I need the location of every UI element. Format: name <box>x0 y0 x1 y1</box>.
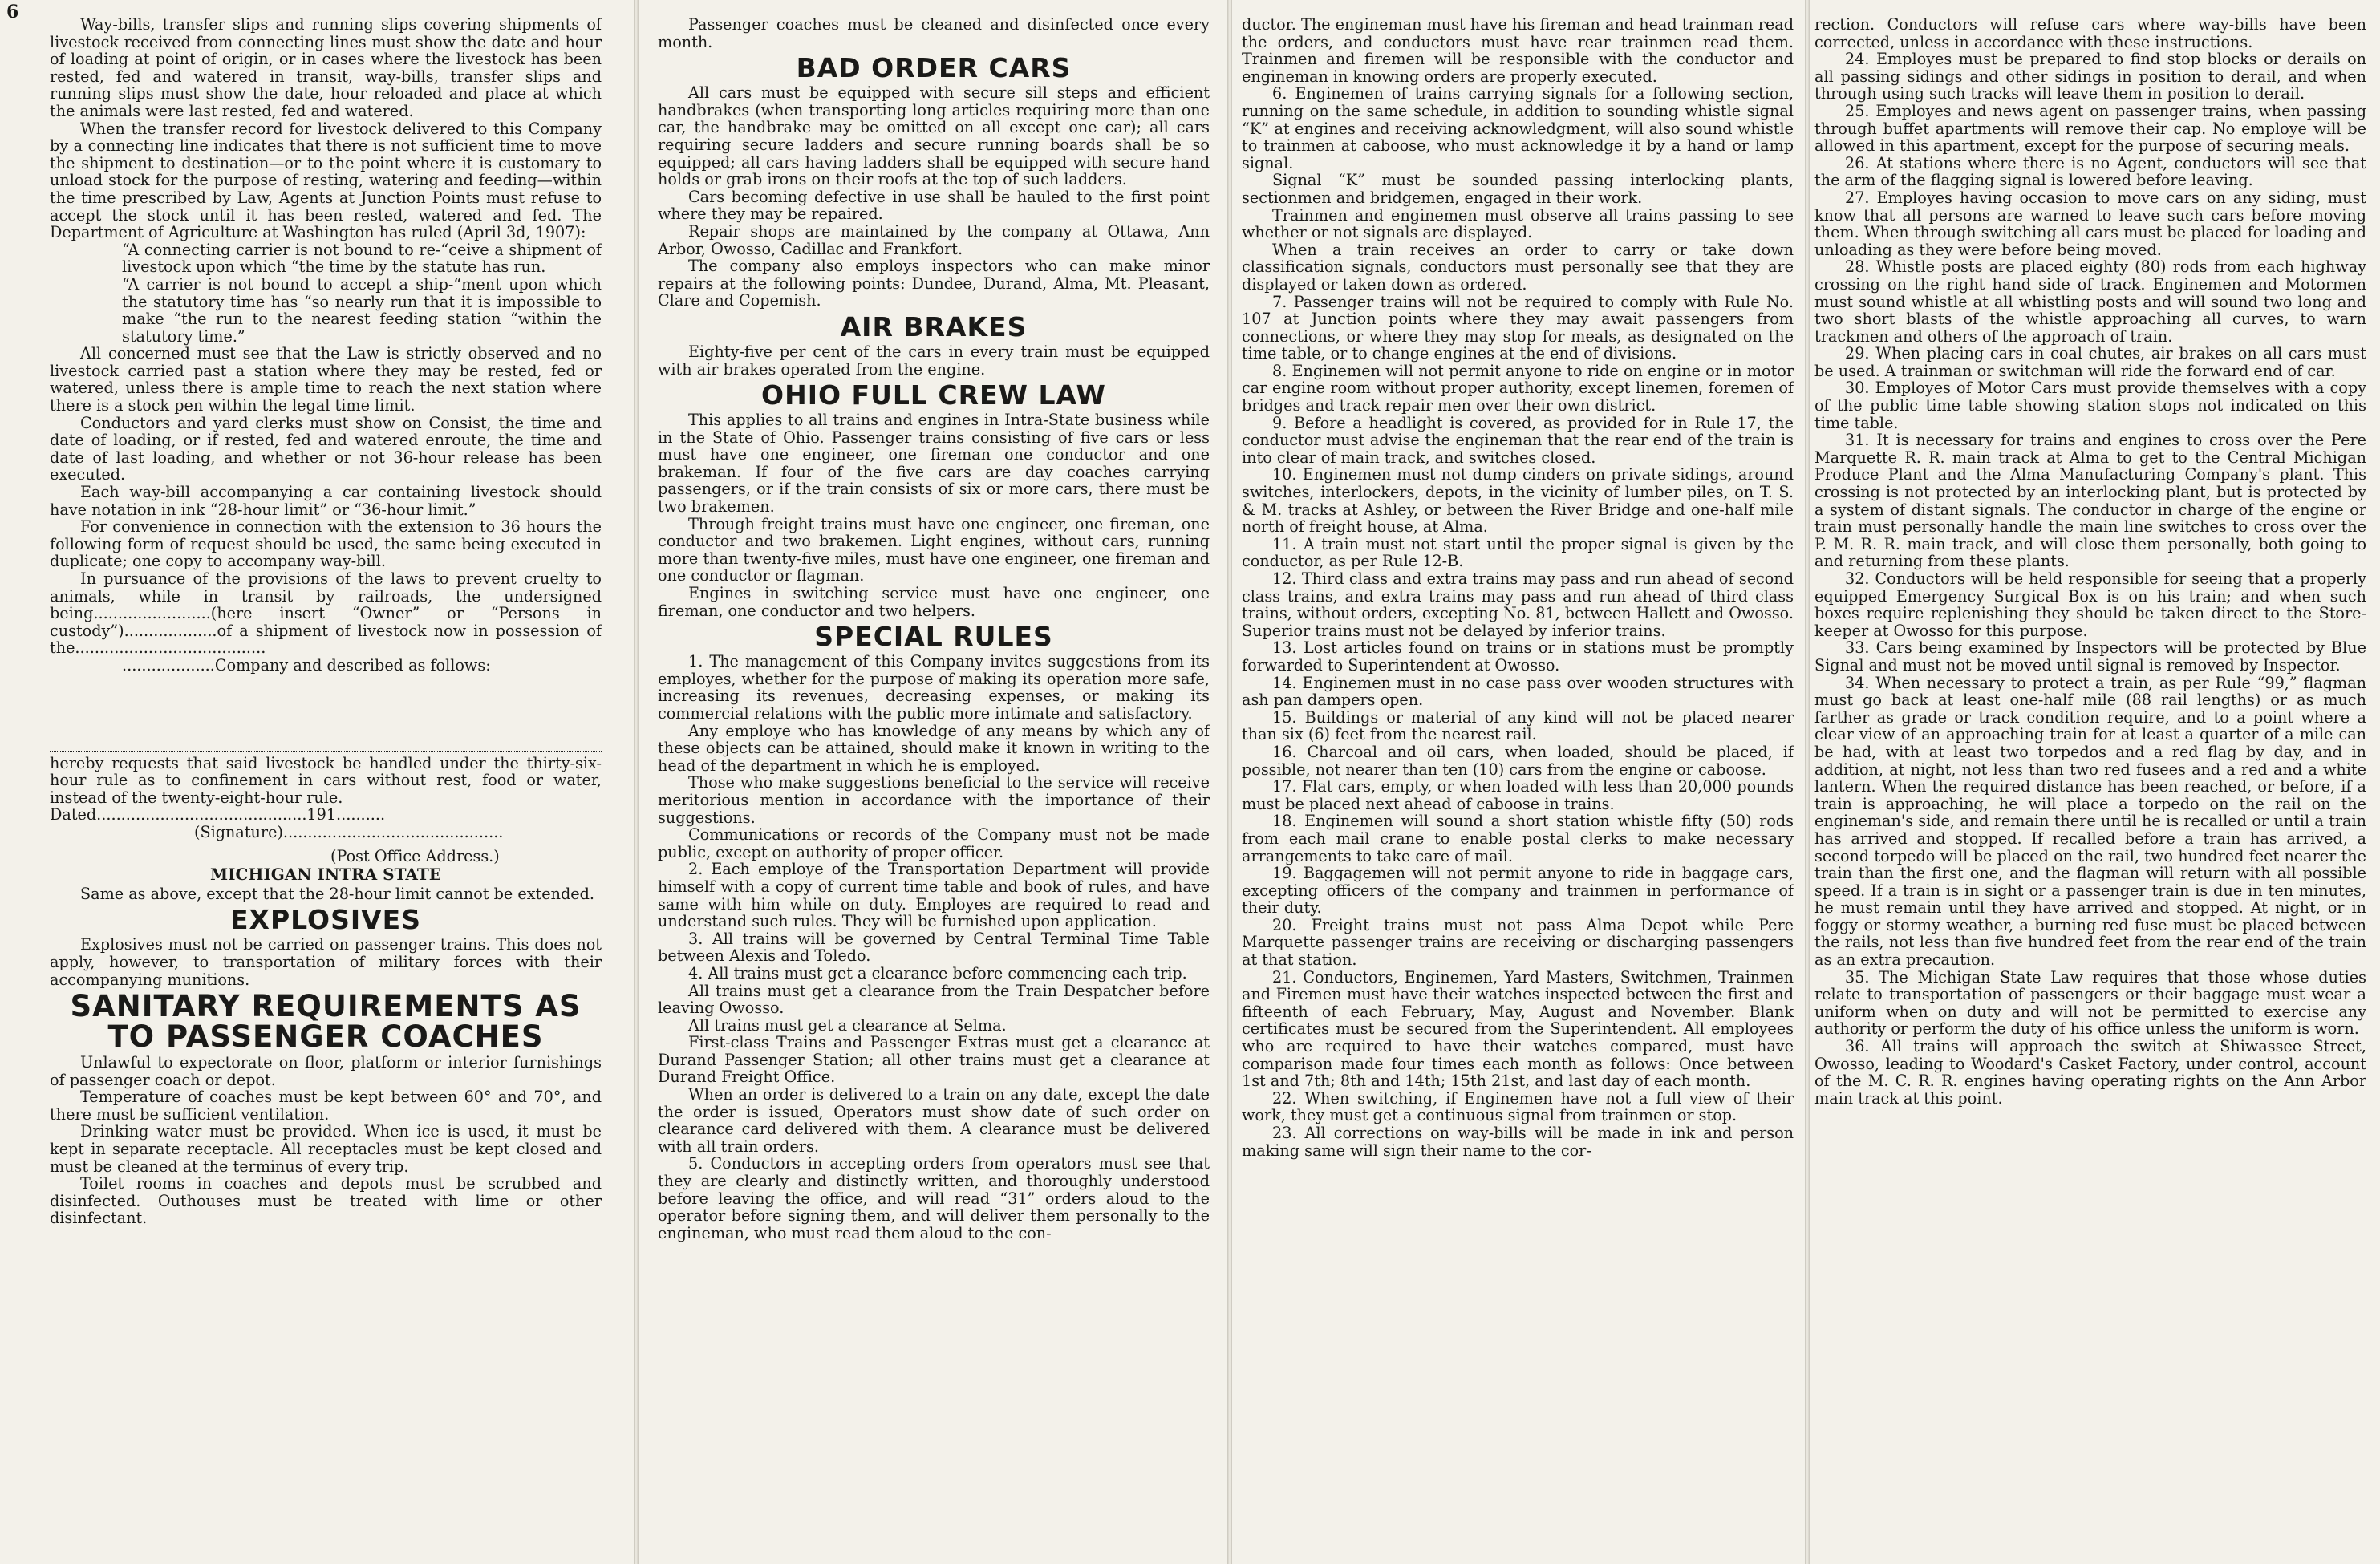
paragraph: Signal “K” must be sounded passing interlocking plants, sectionmen and bridgemen, engaged in their work. <box>1242 171 1794 207</box>
page-fold <box>1805 0 1810 1564</box>
paragraph: Each way-bill accompanying a car containing livestock should have notation in ink “28-hour limit” or “36-hour limit.” <box>50 483 602 519</box>
section-heading: OHIO FULL CREW LAW <box>761 379 1106 411</box>
section-heading: EXPLOSIVES <box>230 904 421 936</box>
paragraph: 30. Employes of Motor Cars must provide themselves with a copy of the public time table showing station stops not indicated on this time table. <box>1814 379 2366 432</box>
paragraph: 36. All trains will approach the switch at Shiwassee Street, Owosso, leading to Woodard's Casket Factory, under control, account of the M. C. R. R. engines having operating rights on the Ann Arbor main track at this point. <box>1814 1037 2366 1108</box>
paragraph: 1. The management of this Company invites suggestions from its employes, whether for the purpose of making its operation more safe, increasing its revenues, decreasing expenses, or making its commercial relations with the public more intimate and satisfactory. <box>658 652 1210 723</box>
paragraph: When a train receives an order to carry or take down classification signals, conductors must personally see that they are displayed or taken down as ordered. <box>1242 240 1794 294</box>
paragraph: 16. Charcoal and oil cars, when loaded, should be placed, if possible, not nearer than ten (10) cars from the engine or caboose. <box>1242 742 1794 779</box>
paragraph: 27. Employes having occasion to move cars on any siding, must know that all persons are warned to leave such cars before moving them. When through switching all cars must be placed for loading and unloading as they were before being moved. <box>1814 188 2366 259</box>
section-heading: BAD ORDER CARS <box>796 52 1072 84</box>
paragraph: 17. Flat cars, empty, or when loaded with less than 20,000 pounds must be placed next ahead of caboose in trains. <box>1242 777 1794 813</box>
paragraph: 35. The Michigan State Law requires that those whose duties relate to transportation of passengers or their baggage must wear a uniform when on duty and will not be permitted to exercise any authority or perform the duty of his office unless the uniform is worn. <box>1814 967 2366 1039</box>
paragraph: 18. Enginemen will sound a short station whistle fifty (50) rods from each mail crane to enable postal clerks to make necessary arrangements to take care of mail. <box>1242 812 1794 865</box>
quotation: “A carrier is not bound to accept a ship-“ment upon which the statutory time has “so nearly run that it is impossible to make “the run to the nearest feeding station “within the statutory time.” <box>122 274 602 346</box>
section-heading: SANITARY REQUIREMENTS AS TO PASSENGER COACHES <box>70 989 582 1055</box>
paragraph: 3. All trains will be governed by Central Terminal Time Table between Alexis and Toledo. <box>658 929 1210 966</box>
paragraph: 12. Third class and extra trains may pass and run ahead of second class trains, and extra trains may pass and run ahead of third class trains, without orders, excepting No. 81, between Hallett and Owosso. Superior trains must not be delayed by inferior trains. <box>1242 569 1794 640</box>
column-2 <box>658 16 1210 1564</box>
column-4 <box>1814 16 2366 1564</box>
blank-line <box>50 715 602 731</box>
paragraph: 34. When necessary to protect a train, as per Rule “99,” flagman must go back at least one-half mile (88 rail lengths) or as much farther as grade or track condition require, and to a point where a clear view of an approaching train for at least a quarter of a mile can be had, with at least two torpedos and a red flag by day, and in addition, at night, not less than two red fusees and a red and a white lantern. When the required distance has been reached, or before, if a train is approaching, he will place a torpedo on the rail on the engineman's side, and remain there until he is recalled or until a train has arrived and stopped. If recalled before a train has arrived, a second torpedo will be placed on the rail, two hundred feet nearer the train than the first one, and the flagman will return with all possible speed. If a train is in sight or a passenger train is due in ten minutes, he must remain until they have arrived and stopped. At night, or in foggy or stormy weather, a burning red fuse must be placed between the rails, not less than five hundred feet from the rear end of the train as an extra precaution. <box>1814 673 2366 970</box>
paragraph: Cars becoming defective in use shall be hauled to the first point where they may be repaired. <box>658 187 1210 224</box>
paragraph: The company also employs inspectors who can make minor repairs at the following points: Dundee, Durand, Alma, Mt. Pleasant, Clare and Copemish. <box>658 257 1210 310</box>
paragraph: 28. Whistle posts are placed eighty (80) rods from each highway crossing on the right hand side of track. Enginemen and Motormen must sound whistle at all whistling posts and will sound two long and two short blasts of the whistle approaching all curves, to warn trackmen and others of the approach of train. <box>1814 257 2366 346</box>
paragraph: Engines in switching service must have one engineer, one fireman, one conductor and two helpers. <box>658 584 1210 620</box>
paragraph: Any employe who has knowledge of any means by which any of these objects can be attained, should make it known in writing to the head of the department in which he is employed. <box>658 721 1210 775</box>
paragraph: 6. Enginemen of trains carrying signals for a following section, running on the same schedule, in addition to sounding whistle signal “K” at engines and receiving acknowledgment, will also sound whistle to trainmen at caboose, who must acknowledge it by a hand or lamp signal. <box>1242 84 1794 172</box>
paragraph: rection. Conductors will refuse cars where way-bills have been corrected, unless in accordance with these instructions. <box>1814 16 2366 51</box>
paragraph: This applies to all trains and engines in Intra-State business while in the State of Ohio. Passenger trains consisting of five cars or less must have one engineer, one fireman one conductor and one brakeman. If four of the five cars are day coaches carrying passengers, or if the train consists of six or more cars, there must be two brakemen. <box>658 411 1210 517</box>
request-form-text: ...................Company and described as follows: <box>122 655 491 675</box>
paragraph: 29. When placing cars in coal chutes, air brakes on all cars must be used. A trainman or switchman will ride the forward end of car. <box>1814 344 2366 380</box>
paragraph: First-class Trains and Passenger Extras must get a clearance at Durand Passenger Station; all other trains must get a clearance at Durand Freight Office. <box>658 1033 1210 1087</box>
paragraph: 2. Each employe of the Transportation Department will provide himself with a copy of current time table and book of rules, and have same with him while on duty. Employes are required to read and understand such rules. They will be furnished upon application. <box>658 860 1210 931</box>
paragraph: Trainmen and enginemen must observe all trains passing to see whether or not signals are displayed. <box>1242 205 1794 242</box>
paragraph: Conductors and yard clerks must show on Consist, the time and date of loading, or if rested, fed and watered enroute, the time and date of last loading, and whether or not 36-hour release has been executed. <box>50 413 602 484</box>
page-number: 6 <box>6 2 19 22</box>
signature-line: (Signature)............................................. <box>194 822 504 841</box>
paragraph: Repair shops are maintained by the company at Ottawa, Ann Arbor, Owosso, Cadillac and Frankfort. <box>658 221 1210 258</box>
paragraph: 10. Enginemen must not dump cinders on private sidings, around switches, interlockers, depots, in the vicinity of lumber piles, on T. S. & M. tracks at Ashley, or between the River Bridge and one-half mile north of freight house, at Alma. <box>1242 465 1794 537</box>
column-1 <box>50 16 602 1564</box>
paragraph: 25. Employes and news agent on passenger trains, when passing through buffet apartments will remove their cap. No employe will be allowed in this apartment, except for the purpose of securing meals. <box>1814 101 2366 156</box>
paragraph: 13. Lost articles found on trains or in stations must be promptly forwarded to Superintendent at Owosso. <box>1242 638 1794 675</box>
paragraph: Unlawful to expectorate on floor, platform or interior furnishings of passenger coach or depot. <box>50 1053 602 1089</box>
paragraph: 21. Conductors, Enginemen, Yard Masters, Switchmen, Trainmen and Firemen must have their watches inspected between the first and fifteenth of each February, May, August and November. Blank certificates must be secured from the Superintendent. All employees who are required to have their watches compared, must have comparison made four times each month as follows: Once between 1st and 7th; 8th and 14th; 15th 21st, and last day of each month. <box>1242 967 1794 1091</box>
paragraph: When the transfer record for livestock delivered to this Company by a connecting line indicates that there is not sufficient time to move the shipment to destination—or to the point where it is customary to unload stock for the purpose of resting, watering and feeding—within the time prescribed by Law, Agents at Junction Points must refuse to accept the stock until it has been rested, watered and fed. The Department of Agriculture at Washington has ruled (April 3d, 1907): <box>50 119 602 242</box>
blank-line <box>50 695 602 711</box>
paragraph: Through freight trains must have one engineer, one fireman, one conductor and two brakemen. Light engines, without cars, running more than twenty-five miles, must have one engineer, one fireman and one conductor or flagman. <box>658 514 1210 585</box>
section-heading: SPECIAL RULES <box>814 621 1053 653</box>
paragraph: 9. Before a headlight is covered, as provided for in Rule 17, the conductor must advise the engineman that the rear end of the train is into clear of main track, and switches closed. <box>1242 413 1794 467</box>
section-heading: AIR BRAKES <box>840 310 1028 342</box>
blank-line <box>50 675 602 691</box>
paragraph: Those who make suggestions beneficial to the service will receive meritorious mention in accordance with the importance of their suggestions. <box>658 773 1210 827</box>
paragraph: All trains must get a clearance from the Train Despatcher before leaving Owosso. <box>658 981 1210 1018</box>
post-office-line: (Post Office Address.) <box>330 846 500 865</box>
paragraph: 22. When switching, if Enginemen have not a full view of their work, they must get a continuous signal from trainmen or stop. <box>1242 1088 1794 1125</box>
paragraph: ductor. The engineman must have his fireman and head trainman read the orders, and conductors must have rear trainmen read them. Trainmen and firemen will be responsible with the conductor and engineman in knowing orders are properly executed. <box>1242 16 1794 86</box>
paragraph: 31. It is necessary for trains and engines to cross over the Pere Marquette R. R. main track at Alma to get to the Central Michigan Produce Plant and the Alma Manufacturing Company's plant. This crossing is not protected by an interlocking plant, but is protected by a system of distant signals. The conductor in charge of the engine or train must personally handle the main line switches to cross over the P. M. R. R. main track, and will close them personally, both going to and returning from these plants. <box>1814 431 2366 571</box>
paragraph: For convenience in connection with the extension to 36 hours the following form of request should be used, the same being executed in duplicate; one copy to accompany way-bill. <box>50 517 602 571</box>
dated-line: Dated...........................................191.......... <box>50 805 386 825</box>
quotation: “A connecting carrier is not bound to re-“ceive a shipment of livestock upon which “the time by the statute has run. <box>122 240 602 277</box>
paragraph: All cars must be equipped with secure sill steps and efficient handbrakes (when transporting long articles requiring more than one car, the handbrake may be omitted on all except one car); all cars requiring secure ladders and secure running boards shall be so equipped; all cars having ladders shall be equipped with secure hand holds or grab irons on their roofs at the top of such ladders. <box>658 83 1210 189</box>
paragraph: 20. Freight trains must not pass Alma Depot while Pere Marquette passenger trains are receiving or discharging passengers at that station. <box>1242 915 1794 970</box>
paragraph: 5. Conductors in accepting orders from operators must see that they are clearly and distinctly written, and thoroughly understood before leaving the office, and will read “31” orders aloud to the operator before signing them, and will deliver them personally to the engineman, who must read them aloud to the con- <box>658 1154 1210 1242</box>
paragraph: 24. Employes must be prepared to find stop blocks or derails on all passing sidings and other sidings in position to derail, and when through using such tracks will leave them in position to derail. <box>1814 50 2366 103</box>
request-form-text: hereby requests that said livestock be handled under the thirty-six-hour rule as to confinement in cars without rest, food or water, instead of the twenty-eight-hour rule. <box>50 753 602 807</box>
paragraph: Drinking water must be provided. When ice is used, it must be kept in separate receptacle. All receptacles must be kept closed and must be cleaned at the terminus of every trip. <box>50 1122 602 1176</box>
paragraph: 11. A train must not start until the proper signal is given by the conductor, as per Rule 12-B. <box>1242 534 1794 571</box>
paragraph: Way-bills, transfer slips and running slips covering shipments of livestock received from connecting lines must show the date and hour of loading at point of origin, or in cases where the livestock has been rested, fed and watered in transit, way-bills, transfer slips and running slips must show the date, hour reloaded and place at which the animals were last rested, fed and watered. <box>50 16 602 120</box>
paragraph: Eighty-five per cent of the cars in every train must be equipped with air brakes operated from the engine. <box>658 342 1210 379</box>
page-fold <box>634 0 639 1564</box>
request-form-text: In pursuance of the provisions of the laws to prevent cruelty to animals, while in transit by railroads, the undersigned being........................(here insert “Owner” or “Persons in custody”)...................of a shipment of livestock now in possession of the....................................... <box>50 569 602 658</box>
paragraph: Communications or records of the Company must not be made public, except on authority of proper officer. <box>658 825 1210 861</box>
paragraph: Temperature of coaches must be kept between 60° and 70°, and there must be sufficient ventilation. <box>50 1088 602 1124</box>
column-3 <box>1242 16 1794 1564</box>
paragraph: Passenger coaches must be cleaned and disinfected once every month. <box>658 16 1210 51</box>
paragraph: 26. At stations where there is no Agent, conductors will see that the arm of the flagging signal is lowered before leaving. <box>1814 153 2366 190</box>
paragraph: 32. Conductors will be held responsible for seeing that a properly equipped Emergency Surgical Box is on his train; and when such boxes require replenishing they should be taken direct to the Store-keeper at Owosso for this purpose. <box>1814 569 2366 640</box>
page-fold <box>1227 0 1232 1564</box>
section-heading: MICHIGAN INTRA STATE <box>210 865 441 885</box>
paragraph: 33. Cars being examined by Inspectors will be protected by Blue Signal and must not be moved until signal is removed by Inspector. <box>1814 638 2366 675</box>
paragraph: 8. Enginemen will not permit anyone to ride on engine or in motor car engine room without proper authority, except linemen, foremen of bridges and track repair men over their own district. <box>1242 361 1794 415</box>
paragraph: 15. Buildings or material of any kind will not be placed nearer than six (6) feet from the nearest rail. <box>1242 707 1794 744</box>
paragraph: When an order is delivered to a train on any date, except the date the order is issued, Operators must show date of such order on clearance card delivered with them. A clearance must be delivered with all train orders. <box>658 1085 1210 1156</box>
paragraph: All concerned must see that the Law is strictly observed and no livestock carried past a station where they may be rested, fed or watered, unless there is ample time to reach the next station where there is a stock pen within the legal time limit. <box>50 344 602 415</box>
paragraph: Toilet rooms in coaches and depots must be scrubbed and disinfected. Outhouses must be treated with lime or other disinfectant. <box>50 1174 602 1228</box>
paragraph: All trains must get a clearance at Selma. <box>688 1015 1007 1035</box>
paragraph: 19. Baggagemen will not permit anyone to ride in baggage cars, excepting officers of the company and trainmen in performance of their duty. <box>1242 864 1794 918</box>
paragraph: 23. All corrections on way-bills will be made in ink and person making same will sign their name to the cor- <box>1242 1124 1794 1160</box>
paragraph: Explosives must not be carried on passenger trains. This does not apply, however, to transportation of military forces with their accompanying munitions. <box>50 935 602 989</box>
blank-line <box>50 735 602 752</box>
paragraph: 7. Passenger trains will not be required to comply with Rule No. 107 at Junction points where they may await passengers from connections, or where they may stop for meals, as designated on the time table, or to change engines at the end of divisions. <box>1242 292 1794 363</box>
paragraph: Same as above, except that the 28-hour limit cannot be extended. <box>80 884 594 903</box>
paragraph: 14. Enginemen must in no case pass over wooden structures with ash pan dampers open. <box>1242 673 1794 710</box>
paragraph: 4. All trains must get a clearance before commencing each trip. <box>688 963 1187 983</box>
